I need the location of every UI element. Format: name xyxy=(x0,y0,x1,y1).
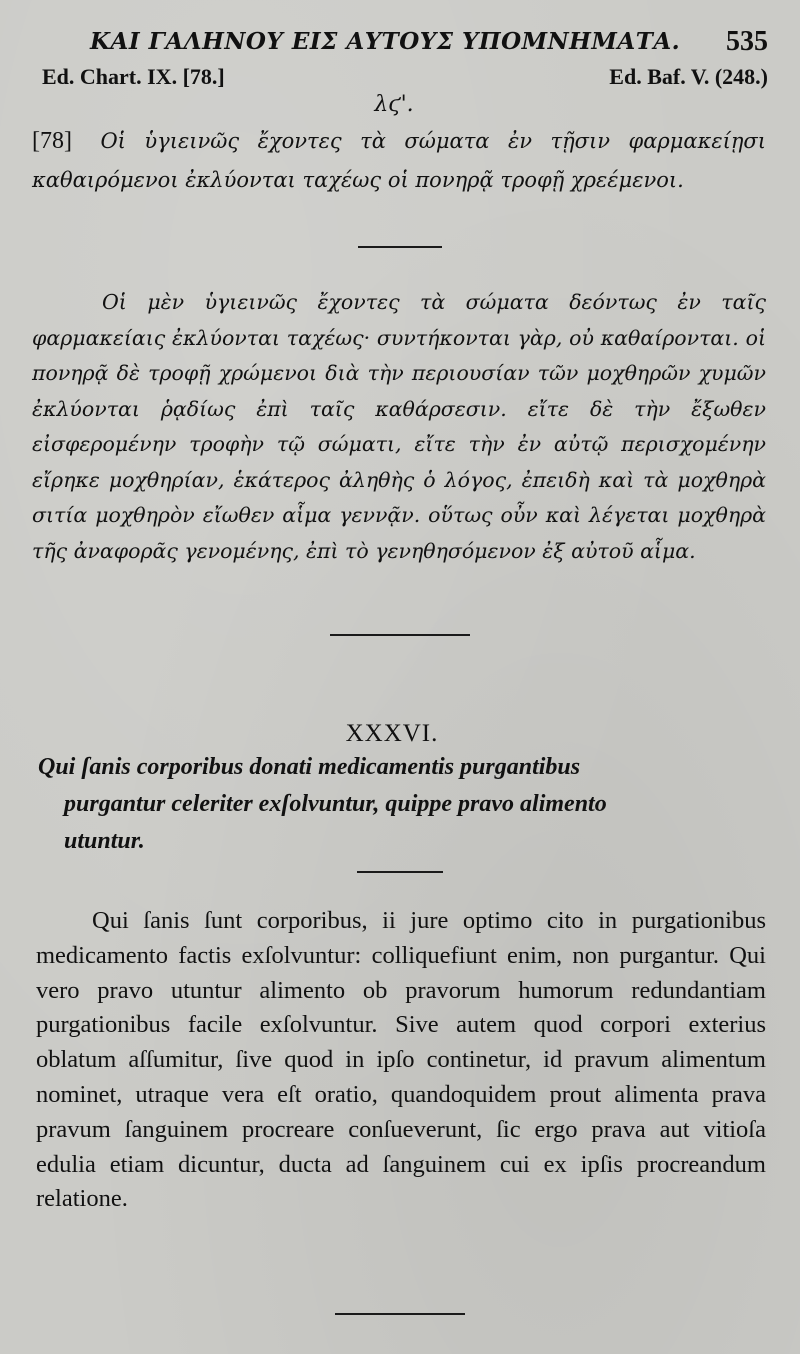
edition-basel-reference: Ed. Baf. V. (248.) xyxy=(609,64,768,89)
greek-aphorism-text: Οἱ ὑγιεινῶς ἔχοντες τὰ σώματα ἐν τῇσιν φαρμακείῃσι καθαιρόμενοι ἐκλύονται ταχέως οἱ πονηρᾷ τροφῇ χρεέμενοι. xyxy=(32,129,766,192)
running-title: ΚΑΙ ΓΑΛΗΝΟΥ ΕΙΣ ΑΥΤΟΥΣ ΥΠΟΜΝΗΜΑΤΑ. xyxy=(90,28,681,55)
edition-chartier-reference: Ed. Chart. IX. [78.] xyxy=(42,64,225,89)
latin-section-number: XXXVI. xyxy=(345,720,439,747)
greek-commentary: Οἱ μὲν ὑγιεινῶς ἔχοντες τὰ σώματα δεόντως ἐν ταῖς φαρμακείαις ἐκλύονται ταχέως· συντήκονται γὰρ, οὐ καθαίρονται. οἱ πονηρᾷ δὲ τροφῇ χρώμενοι διὰ τὴν περιουσίαν τῶν μοχθηρῶν χυμῶν ἐκλύονται ῥᾳδίως ἐπὶ ταῖς καθάρσεσιν. εἴτε δὲ τὴν ἔξωθεν εἰσφερομένην τροφὴν τῷ σώματι, εἴτε τὴν ἐν αὐτῷ περισχομένην εἴρηκε μοχθηρίαν, ἑκάτερος ἀληθὴς ὁ λόγος, ἐπειδὴ καὶ τὰ μοχθηρὰ σιτία μοχθηρὸν εἴωθεν αἷμα γεννᾷν. οὕτως οὖν καὶ λέγεται μοχθηρὰ τῆς ἀναφορᾶς γενομένης, ἐπὶ τὸ γενηθησόμενον ἐξ αὐτοῦ αἷμα. xyxy=(32,290,766,563)
section-divider xyxy=(358,246,442,248)
latin-aphorism-line: Qui ſanis corporibus donati medicamentis purgantibus xyxy=(38,754,581,780)
greek-section-number: λϛ'. xyxy=(374,92,414,117)
page-bracket-reference: [78] xyxy=(32,128,72,154)
latin-aphorism-line: utuntur. xyxy=(64,828,145,854)
section-divider xyxy=(335,1313,465,1315)
latin-commentary: Qui ſanis ſunt corporibus, ii jure optimo cito in purgationibus medicamento factis exſolvuntur: colliquefiunt enim, non purgantur. Qui vero pravo utuntur alimento ob pravorum humorum redundantiam purgationibus facile exſolvuntur. Sive autem quod corpori exterius oblatum aſſumitur, ſive quod in ipſo continetur, id pravum alimentum nominet, utraque vera eſt oratio, quandoquidem prout alimenta prava pravum ſanguinem procreare conſueverunt, ſic ergo prava aut vitioſa edulia etiam dicuntur, ducta ad ſanguinem cui ex ipſis procreandum relatione. xyxy=(36,907,766,1213)
edition-references xyxy=(42,64,768,94)
section-divider xyxy=(330,634,470,636)
section-divider xyxy=(357,871,443,873)
latin-aphorism-line: purgantur celeriter exſolvuntur, quippe pravo alimento xyxy=(64,791,607,817)
latin-aphorism xyxy=(38,749,766,860)
page-number: 535 xyxy=(726,26,768,57)
running-head xyxy=(90,24,768,60)
greek-aphorism xyxy=(32,122,766,200)
